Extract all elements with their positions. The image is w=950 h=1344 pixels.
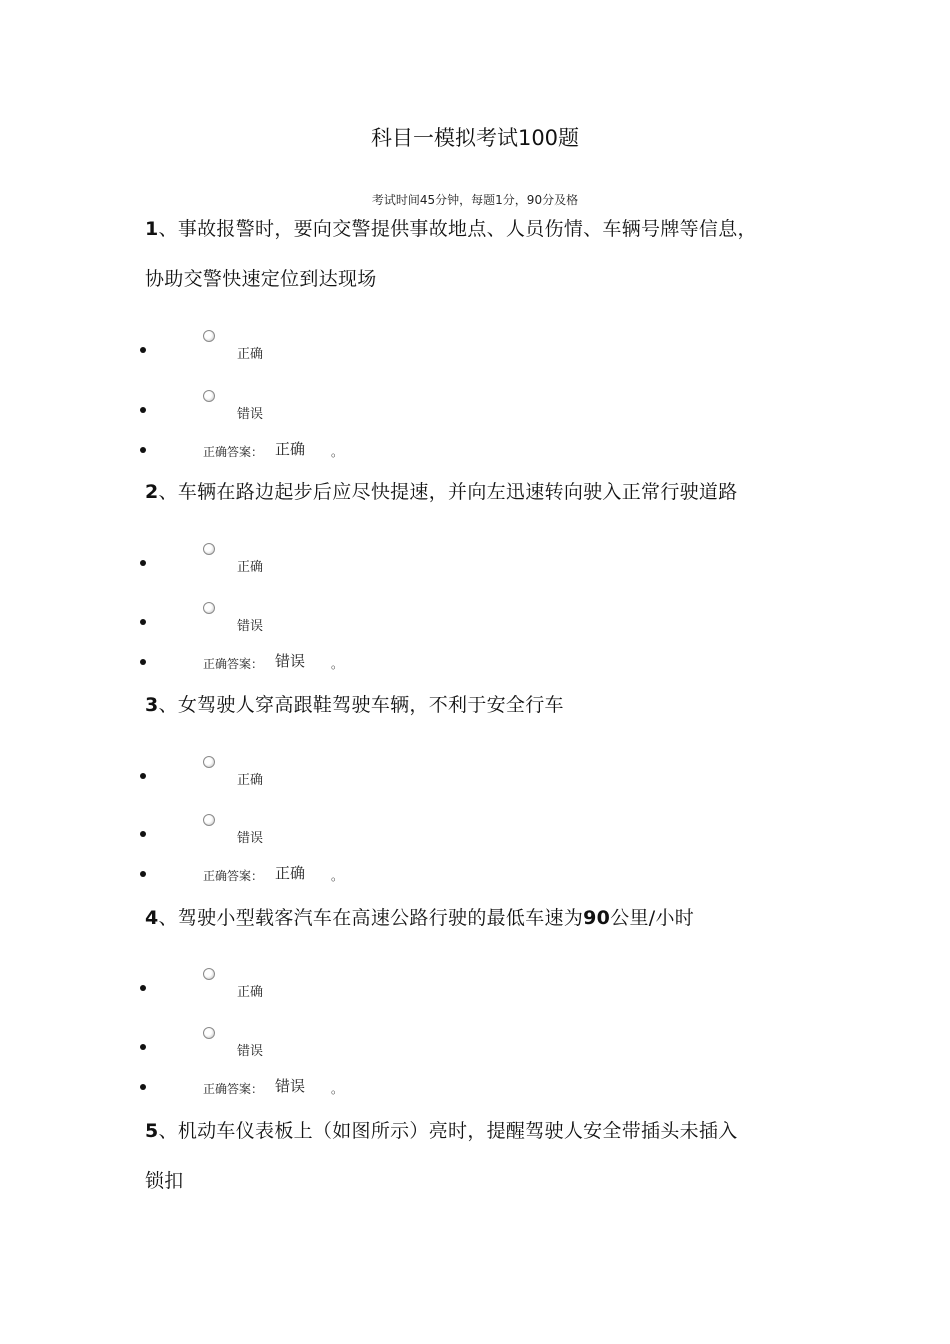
question-1-option-true: 正确 <box>237 347 264 362</box>
bullet-dot <box>140 619 146 625</box>
question-4-radio-false[interactable] <box>203 1027 215 1039</box>
answer-label: 正确答案： <box>203 869 264 883</box>
answer-end: 。 <box>331 869 344 883</box>
question-1-text-cont: 协助交警快速定位到达现场 <box>145 268 377 290</box>
bullet-dot <box>140 560 146 566</box>
question-5-text: 5、机动车仪表板上（如图所示）亮时，提醒驾驶人安全带插头未插入 <box>145 1120 738 1142</box>
answer-label: 正确答案： <box>203 1082 264 1096</box>
question-2-answer: 错误 <box>275 652 306 670</box>
page-title: 科目一模拟考试100题 <box>370 126 580 150</box>
question-3-text: 3、女驾驶人穿高跟鞋驾驶车辆，不利于安全行车 <box>145 694 564 716</box>
question-3-answer: 正确 <box>275 864 306 882</box>
question-3-option-true: 正确 <box>237 773 264 788</box>
bullet-dot <box>140 347 146 353</box>
bullet-dot <box>140 407 146 413</box>
bullet-dot <box>140 447 146 453</box>
question-2-radio-false[interactable] <box>203 602 215 614</box>
answer-label: 正确答案： <box>203 657 264 671</box>
question-3-option-false: 错误 <box>237 831 264 846</box>
answer-end: 。 <box>331 1082 344 1096</box>
question-4-text: 4、驾驶小型载客汽车在高速公路行驶的最低车速为90公里/小时 <box>145 907 695 929</box>
answer-end: 。 <box>331 657 344 671</box>
question-4-answer: 错误 <box>275 1077 306 1095</box>
question-4-option-true: 正确 <box>237 985 264 1000</box>
question-1-radio-true[interactable] <box>203 330 215 342</box>
question-2-text: 2、车辆在路边起步后应尽快提速，并向左迅速转向驶入正常行驶道路 <box>145 481 738 503</box>
bullet-dot <box>140 831 146 837</box>
bullet-dot <box>140 773 146 779</box>
bullet-dot <box>140 659 146 665</box>
question-5-text-cont: 锁扣 <box>145 1170 184 1192</box>
question-1-answer: 正确 <box>275 440 306 458</box>
question-4-option-false: 错误 <box>237 1044 264 1059</box>
exam-rules: 考试时间45分钟，每题1分，90分及格 <box>371 193 579 207</box>
bullet-dot <box>140 985 146 991</box>
bullet-dot <box>140 1084 146 1090</box>
question-4-radio-true[interactable] <box>203 968 215 980</box>
question-3-radio-true[interactable] <box>203 756 215 768</box>
question-2-radio-true[interactable] <box>203 543 215 555</box>
question-2-option-false: 错误 <box>237 619 264 634</box>
question-1-text: 1、事故报警时，要向交警提供事故地点、人员伤情、车辆号牌等信息， <box>145 218 757 240</box>
answer-label: 正确答案： <box>203 445 264 459</box>
question-1-radio-false[interactable] <box>203 390 215 402</box>
question-1-option-false: 错误 <box>237 407 264 422</box>
bullet-dot <box>140 1044 146 1050</box>
bullet-dot <box>140 871 146 877</box>
question-3-radio-false[interactable] <box>203 814 215 826</box>
answer-end: 。 <box>331 445 344 459</box>
question-2-option-true: 正确 <box>237 560 264 575</box>
